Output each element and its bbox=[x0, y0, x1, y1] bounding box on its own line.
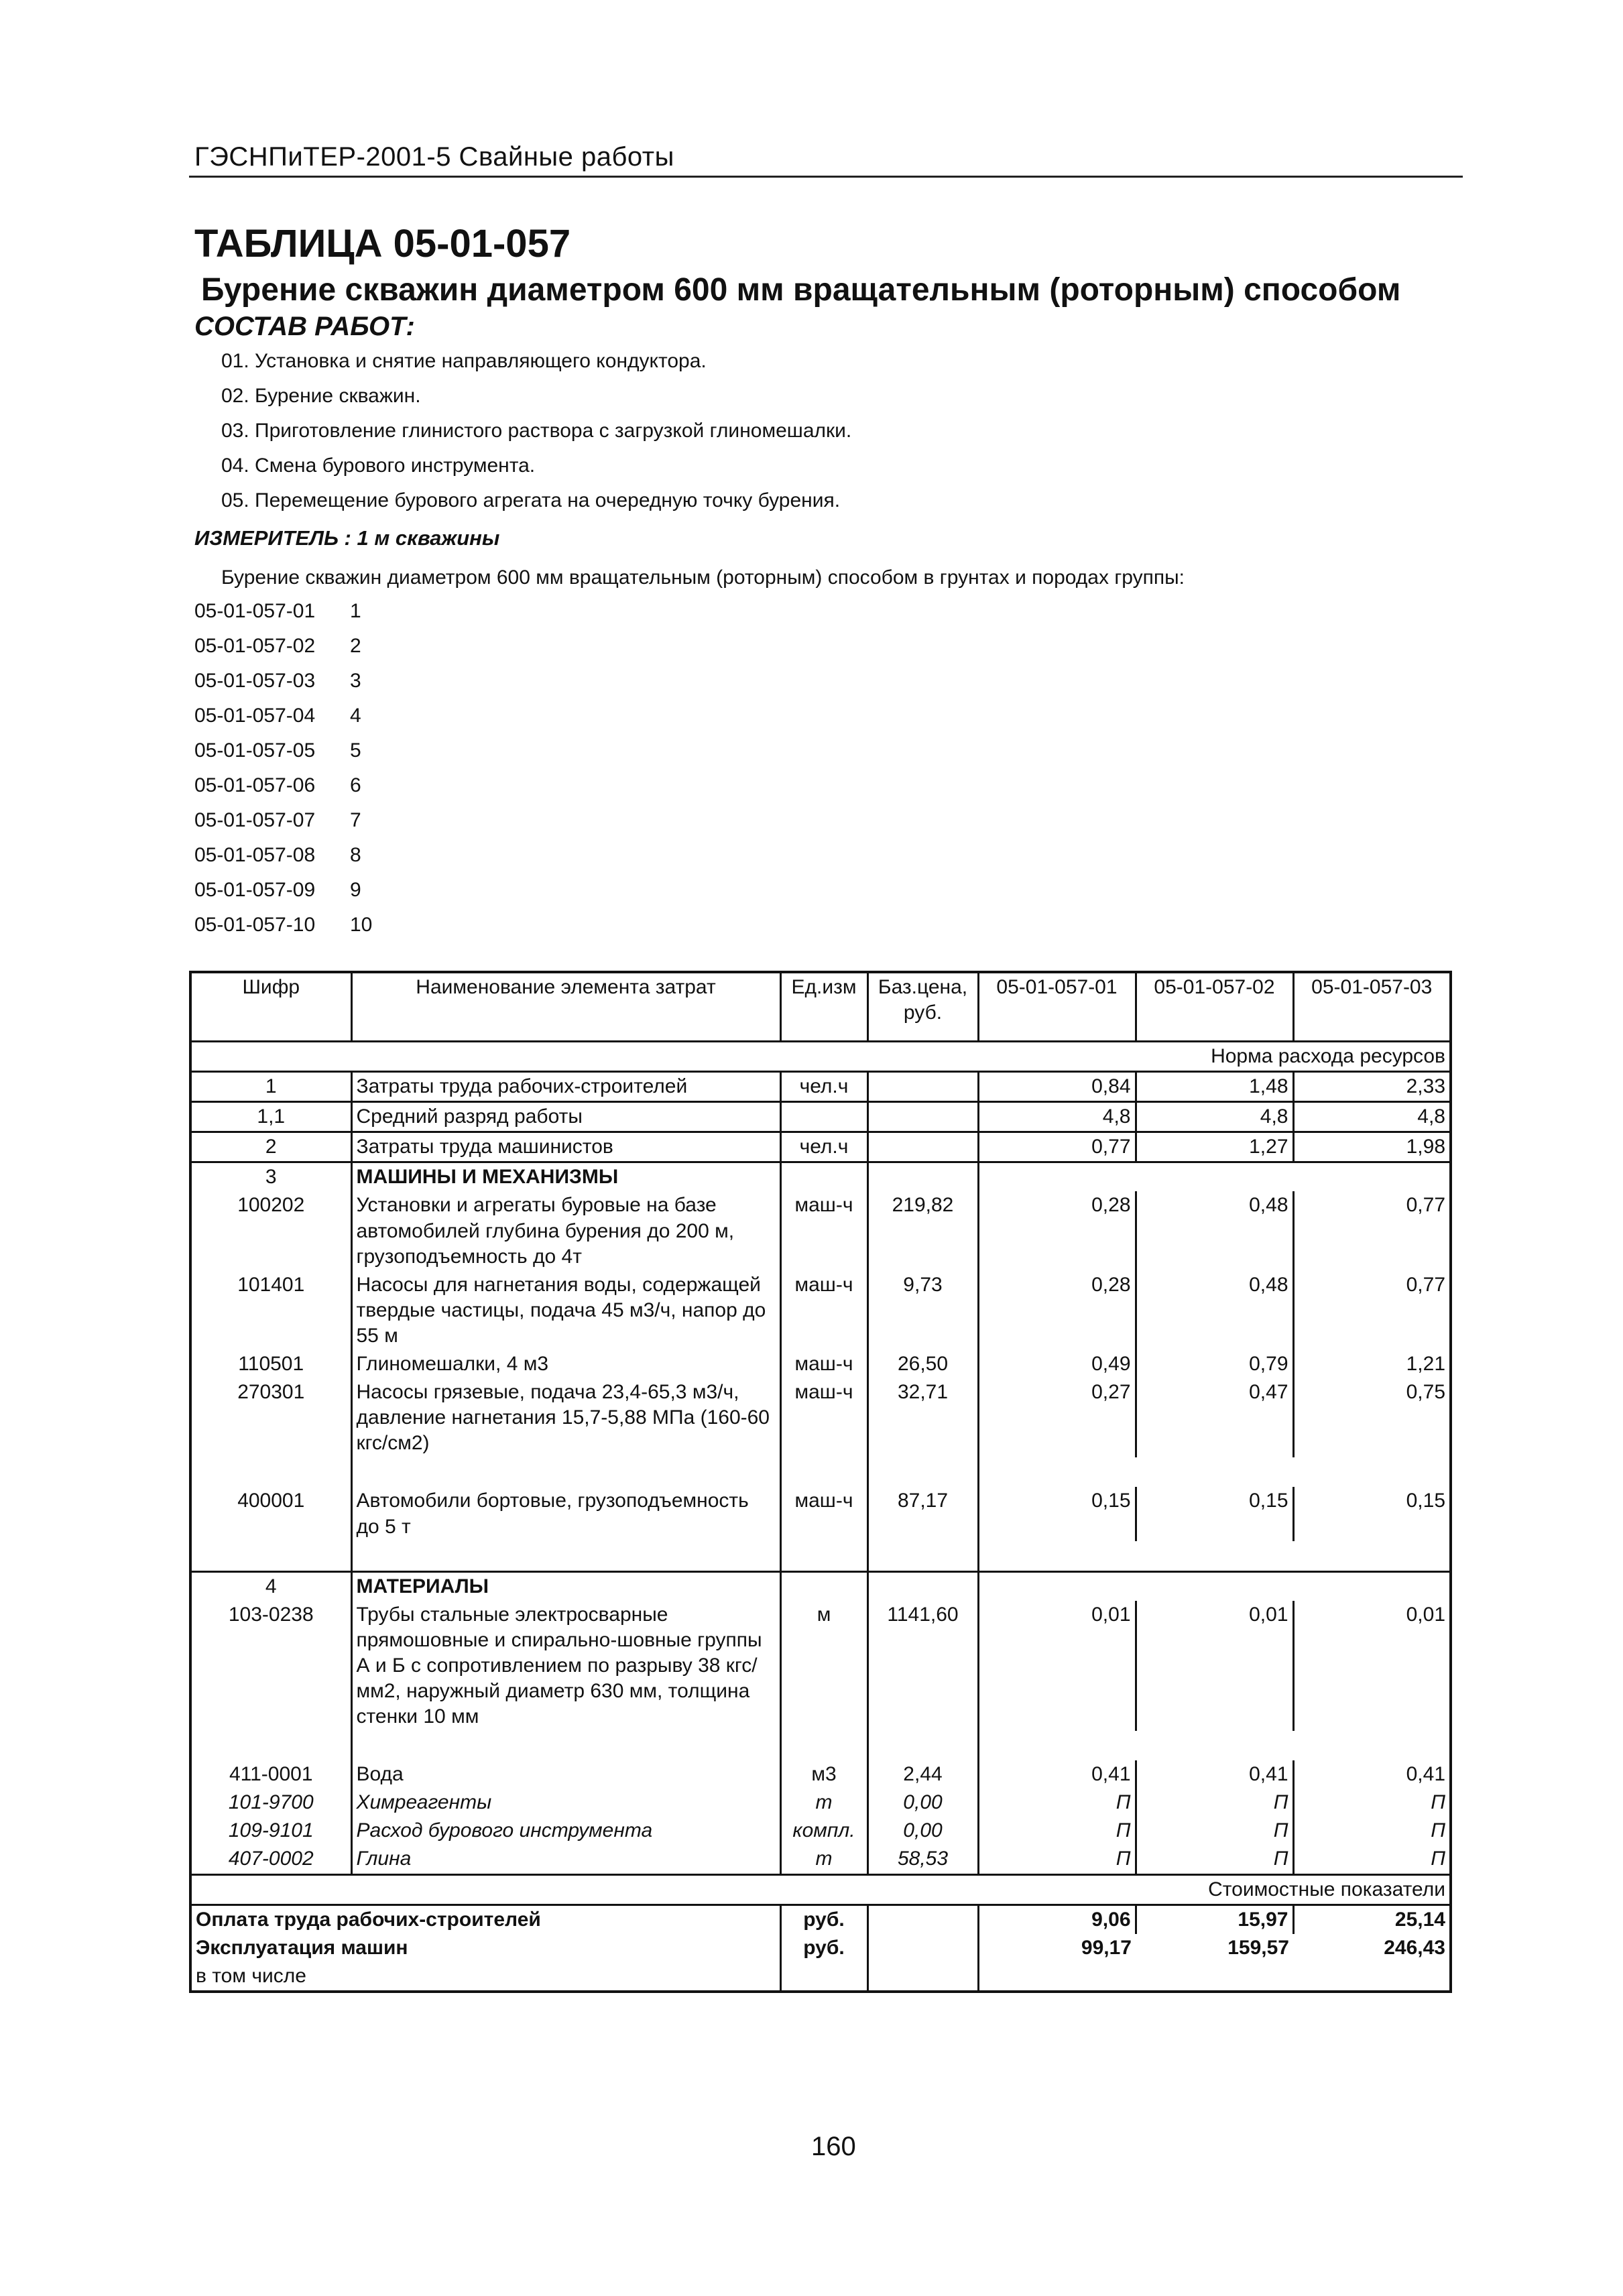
spacer-row bbox=[190, 1731, 1451, 1760]
code: 05-01-057-04 bbox=[194, 705, 316, 727]
spacer-row bbox=[190, 1541, 1451, 1572]
table-row bbox=[190, 1132, 1451, 1162]
row-code: 109-9101 bbox=[228, 1819, 314, 1842]
row-unit: м bbox=[780, 1601, 867, 1731]
row-v1: 0,15 bbox=[978, 1487, 1136, 1540]
row-code: 4 bbox=[190, 1571, 351, 1601]
table-row bbox=[190, 1845, 1451, 1874]
row-v3: 1,21 bbox=[1293, 1350, 1451, 1378]
row-unit: маш-ч bbox=[780, 1487, 867, 1540]
row-name: Средний разряд работы bbox=[351, 1102, 780, 1132]
row-code: 101-9700 bbox=[228, 1791, 314, 1814]
row-v3: 4,8 bbox=[1293, 1102, 1451, 1132]
table-title: ТАБЛИЦА 05-01-057 bbox=[194, 222, 571, 265]
group: 8 bbox=[350, 844, 361, 866]
row-price: 2,44 bbox=[867, 1760, 978, 1789]
row-name: Автомобили бортовые, грузоподъемность до 5 т bbox=[351, 1487, 780, 1540]
row-price: 87,17 bbox=[867, 1487, 978, 1540]
page-number: 160 bbox=[811, 2132, 856, 2161]
row-price bbox=[867, 1571, 978, 1601]
row-name: Насосы для нагнетания воды, содержащей твердые частицы, подача 45 м3/ч, напор до 55 м bbox=[351, 1271, 780, 1350]
row-v1: 0,28 bbox=[978, 1271, 1136, 1350]
row-v1: П bbox=[978, 1845, 1136, 1874]
row-code: 411-0001 bbox=[229, 1763, 313, 1786]
cost-unit bbox=[780, 1962, 867, 1992]
col-header-price: Баз.цена, руб. bbox=[867, 972, 978, 1042]
col-header-variant-3: 05-01-057-03 bbox=[1293, 972, 1451, 1042]
row-unit: т bbox=[780, 1789, 867, 1817]
code: 05-01-057-06 bbox=[194, 774, 316, 796]
cost-v1: 99,17 bbox=[978, 1934, 1136, 1962]
cost-row bbox=[190, 1962, 1451, 1992]
row-v1: 0,27 bbox=[978, 1378, 1136, 1457]
row-v2: П bbox=[1136, 1789, 1293, 1817]
row-v2 bbox=[1136, 1162, 1293, 1192]
row-unit: т bbox=[780, 1845, 867, 1874]
cost-label: Оплата труда рабочих-строителей bbox=[196, 1908, 541, 1931]
code-row bbox=[194, 635, 361, 658]
cost-label: Эксплуатация машин bbox=[196, 1936, 408, 1959]
row-v2: 0,48 bbox=[1136, 1191, 1293, 1270]
row-unit: маш-ч bbox=[780, 1350, 867, 1378]
table-row bbox=[190, 1191, 1451, 1270]
cost-unit: руб. bbox=[780, 1934, 867, 1962]
cost-v1 bbox=[978, 1962, 1136, 1992]
code: 05-01-057-01 bbox=[194, 600, 316, 622]
row-unit bbox=[780, 1102, 867, 1132]
work-composition-heading: СОСТАВ РАБОТ: bbox=[194, 312, 415, 341]
row-name: Глина bbox=[351, 1845, 780, 1874]
row-v2: П bbox=[1136, 1845, 1293, 1874]
row-name: Насосы грязевые, подача 23,4-65,3 м3/ч, давление нагнетания 15,7-5,88 МПа (160-60 кгс/см2) bbox=[351, 1378, 780, 1457]
row-v3: 0,75 bbox=[1293, 1378, 1451, 1457]
row-v3 bbox=[1293, 1571, 1451, 1601]
row-code: 110501 bbox=[238, 1353, 304, 1376]
table-row bbox=[190, 1817, 1451, 1845]
row-price: 32,71 bbox=[867, 1378, 978, 1457]
group: 2 bbox=[350, 635, 361, 657]
row-name: Глиномешалки, 4 м3 bbox=[351, 1350, 780, 1378]
table-row bbox=[190, 1350, 1451, 1378]
row-code: 103-0238 bbox=[228, 1603, 314, 1626]
row-v2: 0,41 bbox=[1136, 1760, 1293, 1789]
cost-v1: 9,06 bbox=[978, 1905, 1136, 1934]
code-row bbox=[194, 739, 361, 762]
code-row bbox=[194, 879, 361, 902]
group: 10 bbox=[350, 914, 373, 936]
cost-v3: 25,14 bbox=[1293, 1905, 1451, 1934]
work-item: 05. Перемещение бурового агрегата на очередную точку бурения. bbox=[221, 489, 841, 511]
row-unit: маш-ч bbox=[780, 1191, 867, 1270]
cost-row bbox=[190, 1934, 1451, 1962]
meter-line: ИЗМЕРИТЕЛЬ : 1 м скважины bbox=[194, 526, 500, 550]
row-code: 1 bbox=[265, 1075, 277, 1098]
table-row bbox=[190, 1378, 1451, 1457]
row-code: 100202 bbox=[237, 1194, 305, 1217]
section-row bbox=[190, 1571, 1451, 1601]
code-row bbox=[194, 844, 361, 867]
row-price bbox=[867, 1162, 978, 1192]
row-v1: 0,01 bbox=[978, 1601, 1136, 1731]
code-row bbox=[194, 914, 372, 936]
row-v1 bbox=[978, 1162, 1136, 1192]
group: 3 bbox=[350, 670, 361, 692]
row-v3: 0,77 bbox=[1293, 1191, 1451, 1270]
code-row bbox=[194, 600, 361, 623]
row-name: Химреагенты bbox=[351, 1789, 780, 1817]
row-v3: 0,77 bbox=[1293, 1271, 1451, 1350]
row-price: 1141,60 bbox=[867, 1601, 978, 1731]
row-v3: 0,15 bbox=[1293, 1487, 1451, 1540]
table-row bbox=[190, 1271, 1451, 1350]
row-v2: 0,48 bbox=[1136, 1271, 1293, 1350]
row-v1 bbox=[978, 1571, 1136, 1601]
row-v2: 4,8 bbox=[1136, 1102, 1293, 1132]
norms-table bbox=[189, 971, 1452, 1993]
row-v3: 0,01 bbox=[1293, 1601, 1451, 1731]
row-v3: П bbox=[1293, 1789, 1451, 1817]
col-header-variant-1: 05-01-057-01 bbox=[978, 972, 1136, 1042]
row-code: 3 bbox=[190, 1162, 351, 1192]
code: 05-01-057-07 bbox=[194, 809, 316, 831]
code-row bbox=[194, 809, 361, 832]
row-v1: П bbox=[978, 1817, 1136, 1845]
row-v1: П bbox=[978, 1789, 1136, 1817]
row-v2 bbox=[1136, 1571, 1293, 1601]
section-row bbox=[190, 1162, 1451, 1192]
header-rule bbox=[189, 176, 1463, 178]
group: 5 bbox=[350, 739, 361, 762]
row-price: 9,73 bbox=[867, 1271, 978, 1350]
cost-label: в том числе bbox=[196, 1964, 306, 1987]
row-v1: 0,28 bbox=[978, 1191, 1136, 1270]
cost-band-row bbox=[190, 1874, 1451, 1905]
running-header: ГЭСНПиТЕР-2001-5 Свайные работы bbox=[194, 142, 674, 172]
cost-v2: 159,57 bbox=[1227, 1936, 1289, 1959]
row-v1: 0,41 bbox=[978, 1760, 1136, 1789]
row-unit: чел.ч bbox=[780, 1072, 867, 1102]
code-row bbox=[194, 705, 361, 727]
row-price: 219,82 bbox=[867, 1191, 978, 1270]
norm-band-label: Норма расхода ресурсов bbox=[190, 1042, 1451, 1072]
col-header-variant-2: 05-01-057-02 bbox=[1136, 972, 1293, 1042]
cost-v3: 246,43 bbox=[1384, 1936, 1445, 1959]
groups-intro: Бурение скважин диаметром 600 мм вращательным (роторным) способом в грунтах и породах группы: bbox=[221, 566, 1185, 589]
work-item: 03. Приготовление глинистого раствора с загрузкой глиномешалки. bbox=[221, 420, 852, 442]
row-unit bbox=[780, 1162, 867, 1192]
row-v1: 4,8 bbox=[978, 1102, 1136, 1132]
table-row bbox=[190, 1102, 1451, 1132]
row-price bbox=[867, 1102, 978, 1132]
row-v1: 0,49 bbox=[978, 1350, 1136, 1378]
table-row bbox=[190, 1487, 1451, 1540]
row-unit: маш-ч bbox=[780, 1378, 867, 1457]
group: 4 bbox=[350, 705, 361, 727]
row-v3: 0,41 bbox=[1293, 1760, 1451, 1789]
code: 05-01-057-02 bbox=[194, 635, 316, 657]
code-row bbox=[194, 670, 361, 692]
row-name: Установки и агрегаты буровые на базе автомобилей глубина бурения до 200 м, грузоподъемность до 4т bbox=[351, 1191, 780, 1270]
code-row bbox=[194, 774, 361, 797]
row-v3: 2,33 bbox=[1293, 1072, 1451, 1102]
cost-v3 bbox=[1293, 1962, 1451, 1992]
row-v3: П bbox=[1293, 1817, 1451, 1845]
row-v2: 0,47 bbox=[1136, 1378, 1293, 1457]
row-name: Вода bbox=[351, 1760, 780, 1789]
group: 1 bbox=[350, 600, 361, 622]
code: 05-01-057-10 bbox=[194, 914, 316, 936]
row-v3: П bbox=[1293, 1845, 1451, 1874]
spacer-row bbox=[190, 1457, 1451, 1487]
row-v1: 0,77 bbox=[978, 1132, 1136, 1162]
work-item: 04. Смена бурового инструмента. bbox=[221, 455, 536, 477]
code: 05-01-057-03 bbox=[194, 670, 316, 692]
row-unit: чел.ч bbox=[780, 1132, 867, 1162]
row-price bbox=[867, 1072, 978, 1102]
row-v2: П bbox=[1136, 1817, 1293, 1845]
code: 05-01-057-09 bbox=[194, 879, 316, 901]
row-v1: 0,84 bbox=[978, 1072, 1136, 1102]
code: 05-01-057-05 bbox=[194, 739, 316, 762]
norm-band-row bbox=[190, 1042, 1451, 1072]
row-v2: 1,27 bbox=[1136, 1132, 1293, 1162]
cost-unit: руб. bbox=[780, 1905, 867, 1934]
row-v2: 0,15 bbox=[1136, 1487, 1293, 1540]
row-v2: 0,01 bbox=[1136, 1601, 1293, 1731]
row-code: 101401 bbox=[237, 1273, 305, 1296]
row-v2: 1,48 bbox=[1136, 1072, 1293, 1102]
table-row bbox=[190, 1601, 1451, 1731]
row-name: Расход бурового инструмента bbox=[351, 1817, 780, 1845]
row-code: 407-0002 bbox=[228, 1848, 314, 1870]
row-unit: компл. bbox=[780, 1817, 867, 1845]
col-header-name: Наименование элемента затрат bbox=[351, 972, 780, 1042]
row-code: 400001 bbox=[237, 1490, 305, 1512]
row-name: Затраты труда рабочих-строителей bbox=[351, 1072, 780, 1102]
table-row bbox=[190, 1072, 1451, 1102]
row-price: 26,50 bbox=[867, 1350, 978, 1378]
row-name: Затраты труда машинистов bbox=[351, 1132, 780, 1162]
work-item: 02. Бурение скважин. bbox=[221, 385, 421, 407]
row-price: 58,53 bbox=[867, 1845, 978, 1874]
work-item: 01. Установка и снятие направляющего кондуктора. bbox=[221, 350, 707, 372]
cost-v2: 15,97 bbox=[1136, 1905, 1293, 1934]
cost-band-label: Стоимостные показатели bbox=[190, 1874, 1451, 1905]
row-code: 270301 bbox=[237, 1381, 305, 1404]
table-row bbox=[190, 1760, 1451, 1789]
cost-v2 bbox=[1136, 1962, 1293, 1992]
row-v2: 0,79 bbox=[1136, 1350, 1293, 1378]
group: 9 bbox=[350, 879, 361, 901]
row-unit: м3 bbox=[780, 1760, 867, 1789]
row-v3 bbox=[1293, 1162, 1451, 1192]
row-price: 0,00 bbox=[867, 1817, 978, 1845]
group: 6 bbox=[350, 774, 361, 796]
row-v3: 1,98 bbox=[1293, 1132, 1451, 1162]
section-title: МАШИНЫ И МЕХАНИЗМЫ bbox=[351, 1162, 780, 1192]
code: 05-01-057-08 bbox=[194, 844, 316, 866]
row-unit: маш-ч bbox=[780, 1271, 867, 1350]
row-price: 0,00 bbox=[867, 1789, 978, 1817]
row-price bbox=[867, 1132, 978, 1162]
col-header-code: Шифр bbox=[190, 972, 351, 1042]
table-row bbox=[190, 1789, 1451, 1817]
col-header-unit: Ед.изм bbox=[780, 972, 867, 1042]
table-subtitle: Бурение скважин диаметром 600 мм вращательным (роторным) способом bbox=[201, 272, 1401, 308]
row-name: Трубы стальные электросварные прямошовные и спирально-шовные группы А и Б с сопротивлением по разрыву 38 кгс/мм2, наружный диаметр 630 мм, толщина стенки 10 мм bbox=[351, 1601, 780, 1731]
row-unit bbox=[780, 1571, 867, 1601]
group: 7 bbox=[350, 809, 361, 831]
table-header-row bbox=[190, 972, 1451, 1042]
cost-row bbox=[190, 1905, 1451, 1934]
section-title: МАТЕРИАЛЫ bbox=[351, 1571, 780, 1601]
row-code: 1,1 bbox=[190, 1102, 351, 1132]
row-code: 2 bbox=[190, 1132, 351, 1162]
